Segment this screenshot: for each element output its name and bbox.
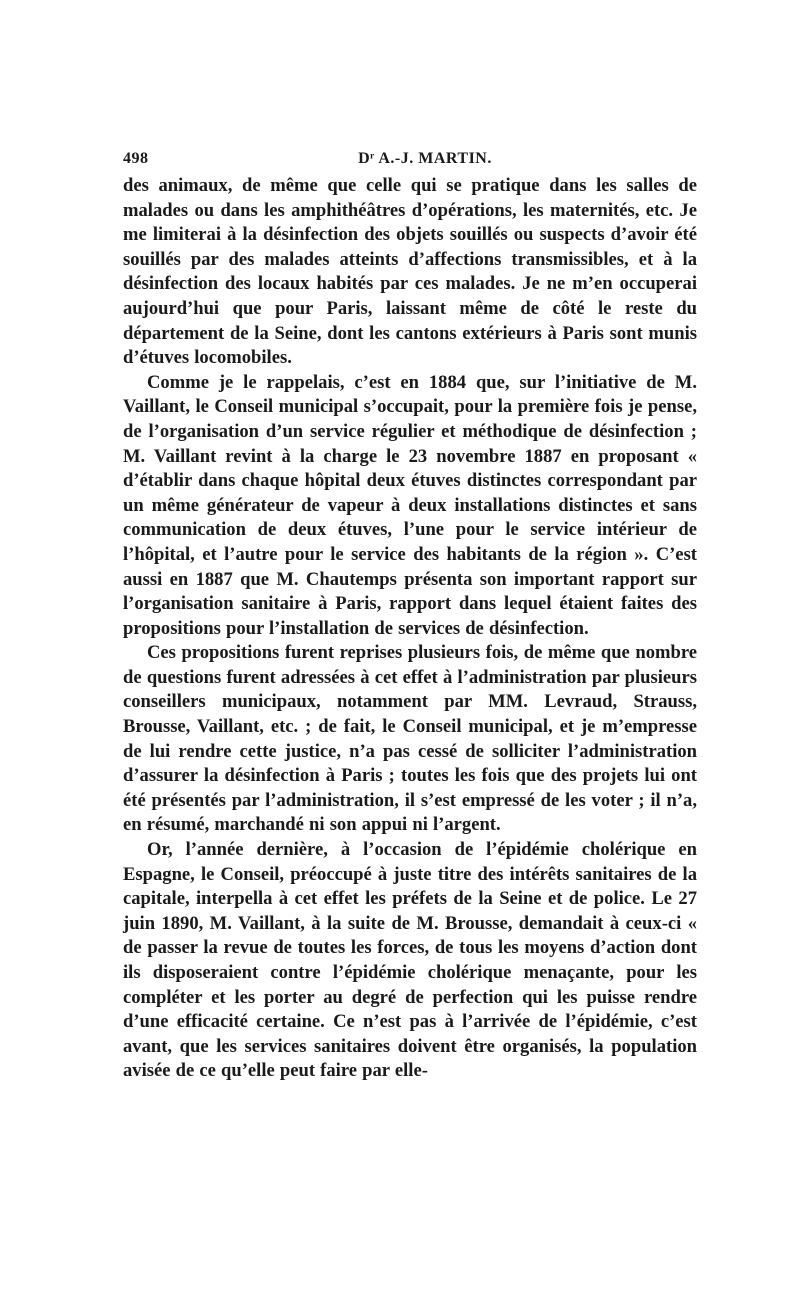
paragraph: Comme je le rappelais, c’est en 1884 que, sur l’initiative de M. Vaillant, le Conseil municipal s’occupait, pour la première fois je pense, de l’organisation d’un service régulier et méthodique de désinfection ; M. Vaillant revint à la charge le 23 novembre 1887 en proposant « d’établir dans chaque hôpital deux étuves distinctes correspondant par un même générateur de vapeur à deux installations distinctes et sans communication de deux étuves, l’une pour le service intérieur de l’hôpital, et l’autre pour le service des habitants de la région ». C’est aussi en 1887 que M. Chautemps présenta son important rapport sur l’organisation sanitaire à Paris, rapport dans lequel étaient faites des propositions pour l’installation de services de désinfection. [123,371,697,639]
paragraph: Ces propositions furent reprises plusieurs fois, de même que nombre de questions furent adressées à cet effet à l’administration par plusieurs conseillers municipaux, notamment par MM. Levraud, Strauss, Brousse, Vaillant, etc. ; de fait, le Conseil municipal, et je m’empresse de lui rendre cette justice, n’a pas cessé de solliciter l’administration d’assurer la désinfection à Paris ; toutes les fois que des projets lui ont été présentés par l’administration, il s’est empressé de les voter ; il n’a, en résumé, marchandé ni son appui ni l’argent. [123,642,697,836]
body-text [123,174,697,1084]
page-number: 498 [123,150,149,167]
book-page [123,150,697,1084]
running-head-author: Dʳ A.-J. MARTIN. [358,150,492,167]
running-head [123,150,697,174]
paragraph: Or, l’année dernière, à l’occasion de l’épidémie cholérique en Espagne, le Conseil, préoccupé à juste titre des intérêts sanitaires de la capitale, interpella à cet effet les préfets de la Seine et de police. Le 27 juin 1890, M. Vaillant, à la suite de M. Brousse, demandait à ceux-ci « de passer la revue de toutes les forces, de tous les moyens d’action dont ils disposeraient contre l’épidémie cholérique menaçante, pour les compléter et les porter au degré de perfection qui les puisse rendre d’une efficacité certaine. Ce n’est pas à l’arrivée de l’épidémie, c’est avant, que les services sanitaires doivent être organisés, la population avisée de ce qu’elle peut faire par elle- [123,839,697,1082]
paragraph: des animaux, de même que celle qui se pratique dans les salles de malades ou dans les amphithéâtres d’opérations, les maternités, etc. Je me limiterai à la désinfection des objets souillés ou suspects d’avoir été souillés par des malades atteints d’affections transmissibles, et à la désinfection des locaux habités par ces malades. Je ne m’en occuperai aujourd’hui que pour Paris, laissant même de côté le reste du département de la Seine, dont les cantons extérieurs à Paris sont munis d’étuves locomobiles. [123,175,697,369]
